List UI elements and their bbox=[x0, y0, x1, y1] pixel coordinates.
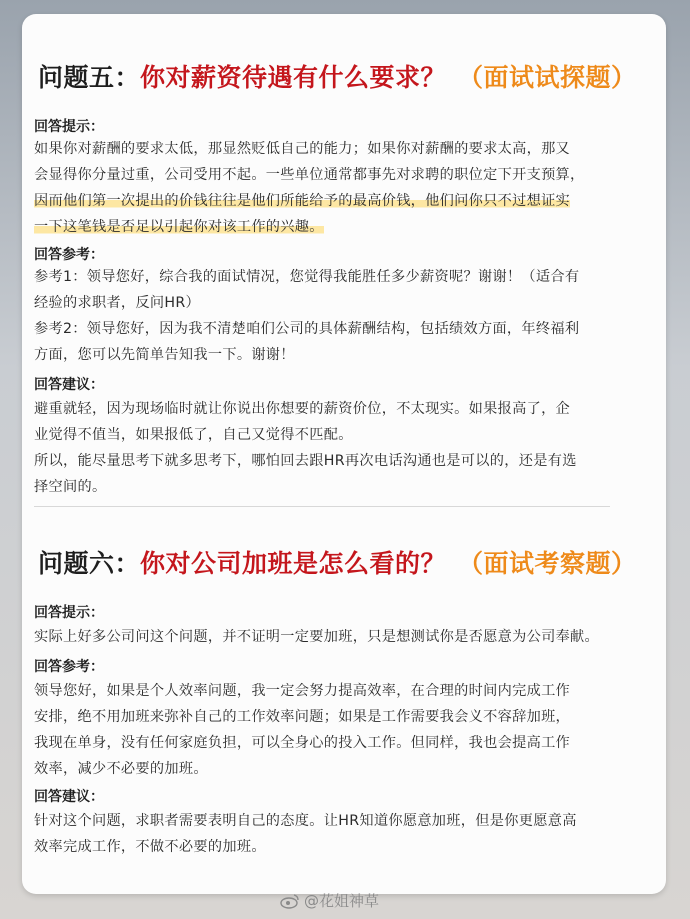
q5-hint-label: 回答提示： bbox=[34, 119, 104, 135]
q6-ref-line: 领导您好，如果是个人效率问题，我一定会努力提高效率，在合理的时间内完成工作 bbox=[34, 683, 571, 699]
q6-ref-label: 回答参考： bbox=[34, 659, 104, 675]
question-5-text: 你对薪资待遇有什么要求？ bbox=[140, 63, 447, 92]
q5-ref-label: 回答参考： bbox=[34, 247, 104, 263]
q6-hint-line: 实际上好多公司问这个问题，并不证明一定要加班，只是想测试你是否愿意为公司奉献。 bbox=[34, 629, 600, 645]
q6-ref-line: 效率，减少不必要的加班。 bbox=[34, 761, 208, 777]
q5-hint-paragraph bbox=[34, 136, 624, 240]
q6-ref-line: 安排，绝不用加班来弥补自己的工作效率问题；如果是工作需要我会义不容辞加班， bbox=[34, 709, 571, 725]
question-6-text: 你对公司加班是怎么看的？ bbox=[140, 549, 447, 578]
watermark-text: @花姐神草 bbox=[304, 892, 380, 910]
weibo-logo-icon bbox=[280, 893, 300, 909]
question-5-tag: （面试试探题） bbox=[458, 63, 637, 92]
q6-ref-line: 我现在单身，没有任何家庭负担，可以全身心的投入工作。但同样，我也会提高工作 bbox=[34, 735, 571, 751]
q5-ref-paragraph bbox=[34, 264, 624, 368]
question-5-number: 问题五： bbox=[38, 63, 141, 92]
q6-advice-line: 针对这个问题，求职者需要表明自己的态度。让HR知道你愿意加班，但是你更愿意高 bbox=[34, 813, 577, 829]
q5-ref2-line: 方面，您可以先简单告知我一下。谢谢！ bbox=[34, 347, 295, 363]
watermark bbox=[280, 890, 379, 911]
q5-hint-highlight: 一下这笔钱是否足以引起你对该工作的兴趣。 bbox=[34, 219, 324, 235]
question-6-number: 问题六： bbox=[38, 549, 141, 578]
q5-hint-highlight: 因而他们第一次提出的价钱往往是他们所能给予的最高价钱，他们问你只不过想证实 bbox=[34, 193, 571, 209]
question-6-tag: （面试考察题） bbox=[458, 549, 637, 578]
q6-advice-line: 效率完成工作，不做不必要的加班。 bbox=[34, 839, 266, 855]
q5-advice-label: 回答建议： bbox=[34, 377, 104, 393]
q6-ref-paragraph bbox=[34, 678, 624, 782]
q5-advice-line: 避重就轻，因为现场临时就让你说出你想要的薪资价位，不太现实。如果报高了，企 bbox=[34, 401, 571, 417]
q5-ref1-line: 参考1：领导您好，综合我的面试情况，您觉得我能胜任多少薪资呢？谢谢！（适合有 bbox=[34, 269, 580, 285]
q6-hint-label: 回答提示： bbox=[34, 605, 104, 621]
question-6-title bbox=[38, 544, 637, 580]
q5-ref2-line: 参考2：领导您好，因为我不清楚咱们公司的具体薪酬结构，包括绩效方面，年终福利 bbox=[34, 321, 580, 337]
q6-advice-label: 回答建议： bbox=[34, 789, 104, 805]
q6-advice-paragraph bbox=[34, 808, 624, 860]
q5-advice-line: 业觉得不值当，如果报低了，自己又觉得不匹配。 bbox=[34, 427, 353, 443]
q6-hint-paragraph bbox=[34, 624, 624, 650]
question-5-title bbox=[38, 58, 637, 94]
q5-advice-line: 择空间的。 bbox=[34, 479, 107, 495]
q5-advice-paragraph bbox=[34, 396, 624, 500]
q5-ref1-line: 经验的求职者，反问HR） bbox=[34, 295, 201, 311]
q5-hint-line: 如果你对薪酬的要求太低，那显然贬低自己的能力；如果你对薪酬的要求太高，那又 bbox=[34, 141, 571, 157]
q5-hint-line: 会显得你分量过重，公司受用不起。一些单位通常都事先对求聘的职位定下开支预算， bbox=[34, 167, 585, 183]
q5-advice-line: 所以，能尽量思考下就多思考下，哪怕回去跟HR再次电话沟通也是可以的，还是有选 bbox=[34, 453, 577, 469]
section-divider bbox=[34, 506, 610, 507]
